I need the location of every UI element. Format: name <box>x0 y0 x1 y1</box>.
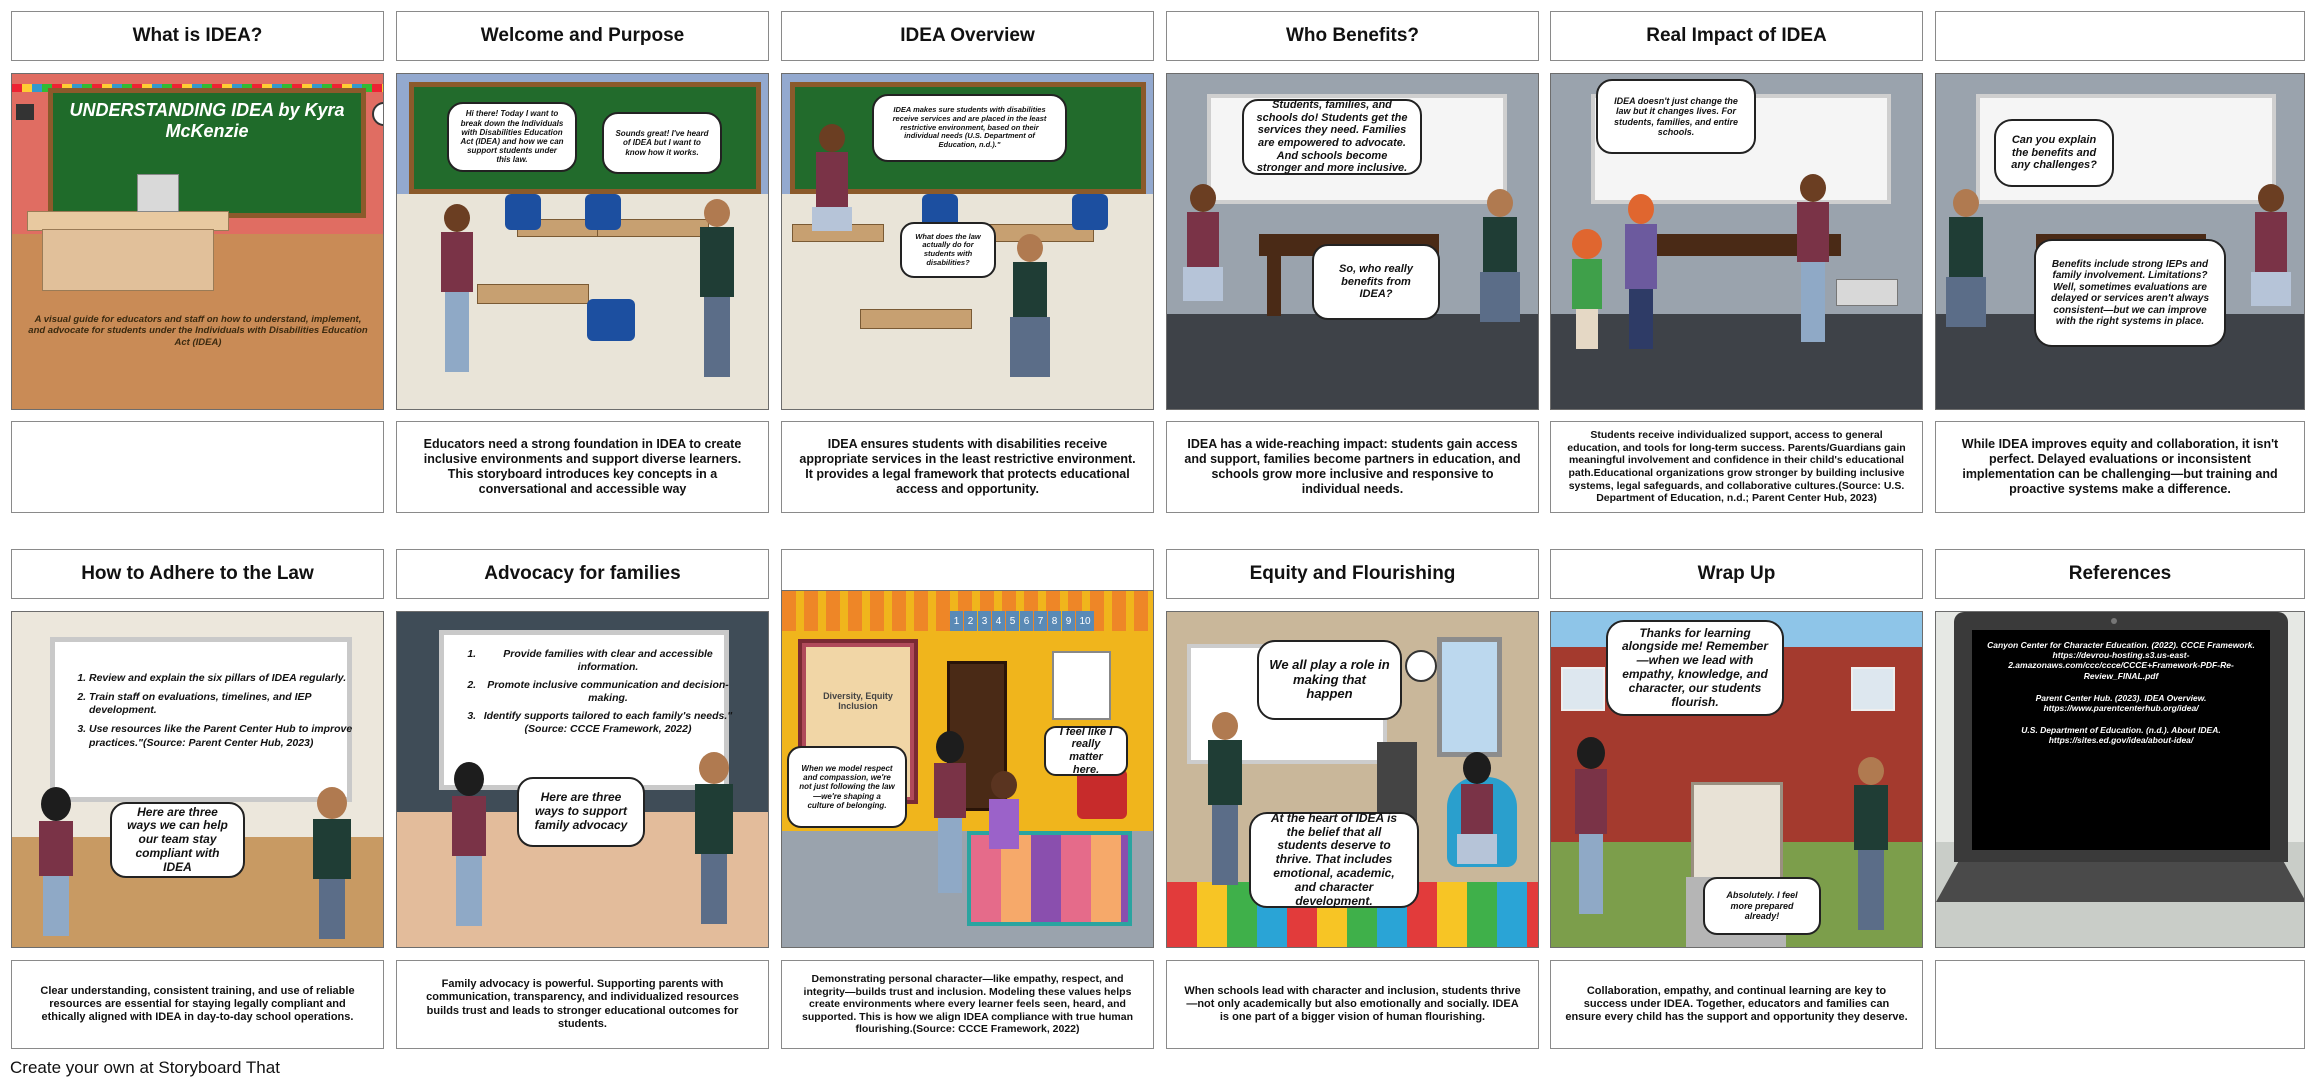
dei-poster: Diversity, Equity Inclusion <box>823 691 893 711</box>
teacher-figure <box>437 204 477 384</box>
speech-bubble: Here are three ways we can help our team stay compliant with IDEA <box>110 802 245 878</box>
speech-bubble: What does the law actually do for students with disabilities? <box>900 222 996 278</box>
list-item: 2. Train staff on evaluations, timelines, and IEP development. <box>89 691 359 717</box>
staff-figure <box>310 787 354 947</box>
list-item: 1. Provide families with clear and accessible information. <box>479 648 737 673</box>
number-line <box>950 611 1094 631</box>
panel-10-scene <box>1166 611 1539 948</box>
title-4: Who Benefits? <box>1166 11 1539 61</box>
parent-figure <box>1621 194 1661 364</box>
number-tile: 1 <box>950 611 963 631</box>
description-8: Family advocacy is powerful. Supporting parents with communication, transparency, and individualized resources builds trust and leads to stronger educational outcomes for students. <box>396 960 769 1049</box>
speech-bubble: Here are three ways to support family advocacy <box>517 777 645 847</box>
number-tile: 4 <box>992 611 1005 631</box>
teacher-figure <box>1457 752 1497 892</box>
intro-caption: A visual guide for educators and staff on how to understand, implement, and advocate for students under the Individuals with Disabilities Education Act (IDEA) <box>28 314 368 348</box>
speech-bubble: IDEA makes sure students with disabilities receive services and are placed in the least restrictive environment, based on their individual needs (U.S. Department of Education, n.d.)." <box>872 94 1067 162</box>
speech-bubble: We all play a role in making that happen <box>1257 640 1402 720</box>
title-5: Real Impact of IDEA <box>1550 11 1923 61</box>
speech-bubble: So, who really benefits from IDEA? <box>1312 244 1440 320</box>
school-entrance <box>1691 782 1783 882</box>
number-tile: 7 <box>1034 611 1047 631</box>
title-8: Advocacy for families <box>396 549 769 599</box>
speech-bubble: At the heart of IDEA is the belief that all students deserve to thrive. That includes emotional, academic, and character development. <box>1249 812 1419 908</box>
title-3: IDEA Overview <box>781 11 1154 61</box>
board-title: UNDERSTANDING IDEA by Kyra McKenzie <box>69 100 345 141</box>
staff-figure <box>1851 757 1891 937</box>
advocacy-list <box>457 648 737 736</box>
description-1 <box>11 421 384 513</box>
camera-dot <box>2111 618 2117 624</box>
title-6 <box>1935 11 2305 61</box>
staff-figure <box>1205 712 1245 892</box>
teacher-figure <box>34 787 78 947</box>
storyboard-that-link[interactable]: Create your own at Storyboard That <box>10 1058 280 1077</box>
number-tile: 5 <box>1006 611 1019 631</box>
speech-bubble: Benefits include strong IEPs and family involvement. Limitations? Well, sometimes evaluations are delayed or services aren't always consistent—but we can improve with the right systems in place. <box>2034 239 2226 347</box>
speech-bubble: Absolutely. I feel more prepared already! <box>1703 877 1821 935</box>
teacher-figure <box>1793 174 1833 354</box>
staff-figure <box>697 199 737 389</box>
panel-7-scene <box>11 611 384 948</box>
panel-12-scene <box>1935 611 2305 948</box>
speech-bubble: IDEA doesn't just change the law but it changes lives. For students, families, and entire schools. <box>1596 79 1756 154</box>
speech-bubble: When we model respect and compassion, we're not just following the law—we're shaping a culture of belonging. <box>787 746 907 828</box>
staff-figure <box>1010 234 1050 394</box>
panel-9-scene <box>781 590 1154 948</box>
staff-figure <box>1946 189 1986 364</box>
speech-bubble: Hi there! Today I want to break down the Individuals with Disabilities Education Act (IDEA) and how we can support students under this law. <box>447 102 577 172</box>
panel-3-scene <box>781 73 1154 410</box>
panel-11-scene <box>1550 611 1923 948</box>
description-7: Clear understanding, consistent training, and use of reliable resources are essential for staying legally compliant and ethically aligned with IDEA in day-to-day school operations. <box>11 960 384 1049</box>
description-5: Students receive individualized support, access to general education, and tools for long-term success. Parents/Guardians gain meaningful involvement and confidence in their child's educational path.Educational organizations grow stronger by building inclusive systems, legal safeguards, and collaborative cultures.(Source: U.S. Department of Education, n.d.; Parent Center Hub, 2023) <box>1550 421 1923 513</box>
number-tile: 6 <box>1020 611 1033 631</box>
compliance-list <box>67 672 359 750</box>
panel-2-scene <box>396 73 769 410</box>
list-item: 3. Use resources like the Parent Center Hub to improve practices."(Source: Parent Center Hub, 2023) <box>89 723 359 749</box>
number-tile: 2 <box>964 611 977 631</box>
description-12 <box>1935 960 2305 1049</box>
speech-bubble: Students, families, and schools do! Students get the services they need. Families are empowered to advocate. And schools become stronger and more inclusive. <box>1242 99 1422 175</box>
teacher-figure <box>447 762 491 942</box>
teacher-figure <box>930 731 970 906</box>
reference-item: Parent Center Hub. (2023). IDEA Overview. https://www.parentcenterhub.org/idea/ <box>2035 692 2207 713</box>
title-10: Equity and Flourishing <box>1166 549 1539 599</box>
description-3: IDEA ensures students with disabilities receive appropriate services in the least restrictive environment. It provides a legal framework that protects educational access and opportunity. <box>781 421 1154 513</box>
speech-bubble: I feel like I really matter here. <box>1044 726 1128 776</box>
title-12: References <box>1935 549 2305 599</box>
laptop-icon <box>137 174 179 212</box>
reference-item: Canyon Center for Character Education. (2022). CCCE Framework. https://devrou-hosting.s3.us-east-2.amazonaws.com/ccc/ccce/CCCE+Framework-PDF-Re-Review_FINAL.pdf <box>1987 640 2255 681</box>
list-item: 3. Identify supports tailored to each family's needs."(Source: CCCE Framework, 2022) <box>479 710 737 735</box>
teacher-figure <box>1183 184 1223 354</box>
panel-4-scene <box>1166 73 1539 410</box>
number-tile: 9 <box>1062 611 1075 631</box>
list-item: 1. Review and explain the six pillars of IDEA regularly. <box>89 672 359 685</box>
staff-figure <box>1480 189 1520 359</box>
panel-6-scene <box>1935 73 2305 410</box>
student-figure <box>987 771 1021 891</box>
speech-bubble: Thanks for learning alongside me! Remember—when we lead with empathy, knowledge, and character, our students flourish. <box>1606 620 1784 716</box>
panel-5-scene <box>1550 73 1923 410</box>
list-item: 2. Promote inclusive communication and decision-making. <box>479 679 737 704</box>
title-11: Wrap Up <box>1550 549 1923 599</box>
references-list <box>1984 640 2258 746</box>
description-10: When schools lead with character and inclusion, students thrive—not only academically but also emotionally and socially. IDEA is one part of a bigger vision of human flourishing. <box>1166 960 1539 1049</box>
title-7: How to Adhere to the Law <box>11 549 384 599</box>
trash-can-icon <box>16 104 34 120</box>
student-figure <box>1569 229 1605 369</box>
panel-1-scene <box>11 73 384 410</box>
teacher-figure <box>1571 737 1611 927</box>
teacher-figure <box>812 124 852 274</box>
speech-bubble: Sounds great! I've heard of IDEA but I want to know how it works. <box>602 112 722 174</box>
panel-8-scene <box>396 611 769 948</box>
description-11: Collaboration, empathy, and continual learning are key to success under IDEA. Together, educators and families can ensure every child has the support and opportunity they deserve. <box>1550 960 1923 1049</box>
description-9: Demonstrating personal character—like empathy, respect, and integrity—builds trust and inclusion. Modeling these values helps create environments where every learner feels seen, heard, and supported. This is how we align IDEA compliance with true human flourishing.(Source: CCCE Framework, 2022) <box>781 960 1154 1049</box>
teacher-figure <box>2251 184 2291 359</box>
number-tile: 8 <box>1048 611 1061 631</box>
description-6: While IDEA improves equity and collaboration, it isn't perfect. Delayed evaluations or inconsistent implementation can be challenging—but training and proactive systems make a difference. <box>1935 421 2305 513</box>
description-2: Educators need a strong foundation in IDEA to create inclusive environments and support diverse learners. This storyboard introduces key concepts in a conversational and accessible way <box>396 421 769 513</box>
clock-icon <box>1405 650 1437 682</box>
staff-figure <box>692 752 736 942</box>
title-1: What is IDEA? <box>11 11 384 61</box>
reference-item: U.S. Department of Education. (n.d.). About IDEA. https://sites.ed.gov/idea/about-idea/ <box>2021 725 2221 746</box>
description-4: IDEA has a wide-reaching impact: students gain access and support, families become partners in education, and schools grow more inclusive and responsive to individual needs. <box>1166 421 1539 513</box>
number-tile: 3 <box>978 611 991 631</box>
title-2: Welcome and Purpose <box>396 11 769 61</box>
number-tile: 10 <box>1076 611 1094 631</box>
speech-bubble: Can you explain the benefits and any challenges? <box>1994 119 2114 187</box>
